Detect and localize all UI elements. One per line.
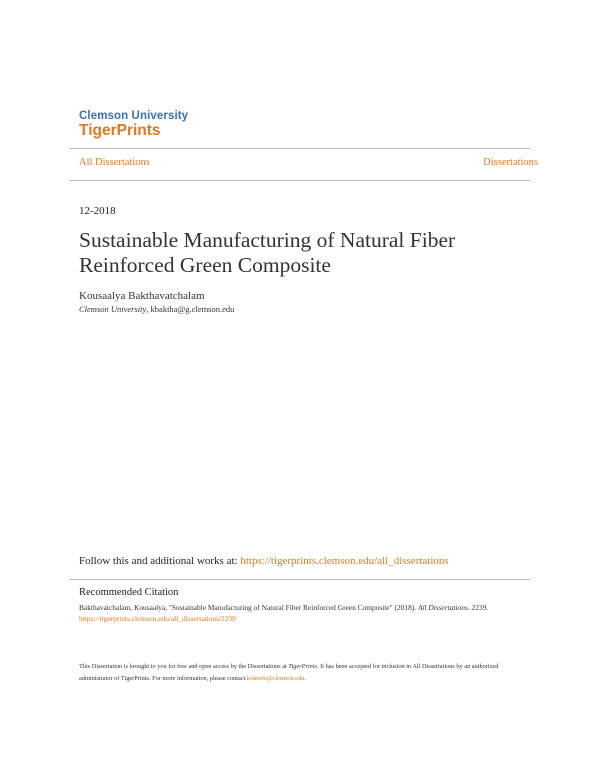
- institution-name: Clemson University: [79, 110, 189, 122]
- publication-date: 12-2018: [79, 205, 116, 217]
- header-divider: [70, 148, 530, 149]
- citation-series: All Dissertations: [417, 603, 468, 612]
- notice-part-2: . It has been accepted for inclusion in All Dissertations by an authorized administrator of TigerPrints. For more information, please contact: [79, 663, 499, 682]
- notice-repo: TigerPrints: [288, 663, 318, 670]
- notice-end: .: [304, 674, 306, 682]
- dissertations-link[interactable]: Dissertations: [483, 157, 538, 168]
- collection-link[interactable]: https://tigerprints.clemson.edu/all_dissertations: [240, 555, 449, 567]
- title-line-2: Reinforced Green Composite: [79, 253, 331, 277]
- all-dissertations-link[interactable]: All Dissertations: [79, 157, 150, 168]
- citation-link[interactable]: https://tigerprints.clemson.edu/all_dissertations/2239: [79, 613, 236, 623]
- follow-prefix: Follow this and additional works at:: [79, 555, 241, 567]
- follow-line: [79, 555, 449, 567]
- author-affiliation: [79, 304, 234, 314]
- citation-divider: [70, 579, 530, 580]
- author-name: Kousaalya Bakthavatchalam: [79, 290, 205, 302]
- contact-email-link[interactable]: kokeefe@clemson.edu: [246, 674, 305, 682]
- recommended-citation-heading: Recommended Citation: [79, 587, 179, 598]
- notice-part-1: This Dissertation is brought to you for free and open access by the Dissertations at: [79, 663, 289, 670]
- citation-body: Bakthavatchalam, Kousaalya, "Sustainable Manufacturing of Natural Fiber Reinforced Green Composite" (2018).: [79, 603, 418, 612]
- affiliation-institution: Clemson University: [79, 304, 147, 314]
- title-line-1: Sustainable Manufacturing of Natural Fiber: [79, 228, 456, 252]
- author-email: , kbaktha@g.clemson.edu: [146, 304, 235, 314]
- repository-name[interactable]: TigerPrints: [79, 122, 161, 139]
- nav-divider: [70, 180, 530, 181]
- citation-text: [79, 603, 519, 624]
- document-title: [79, 228, 519, 278]
- citation-number: . 2239.: [467, 603, 489, 612]
- access-notice: [79, 661, 529, 684]
